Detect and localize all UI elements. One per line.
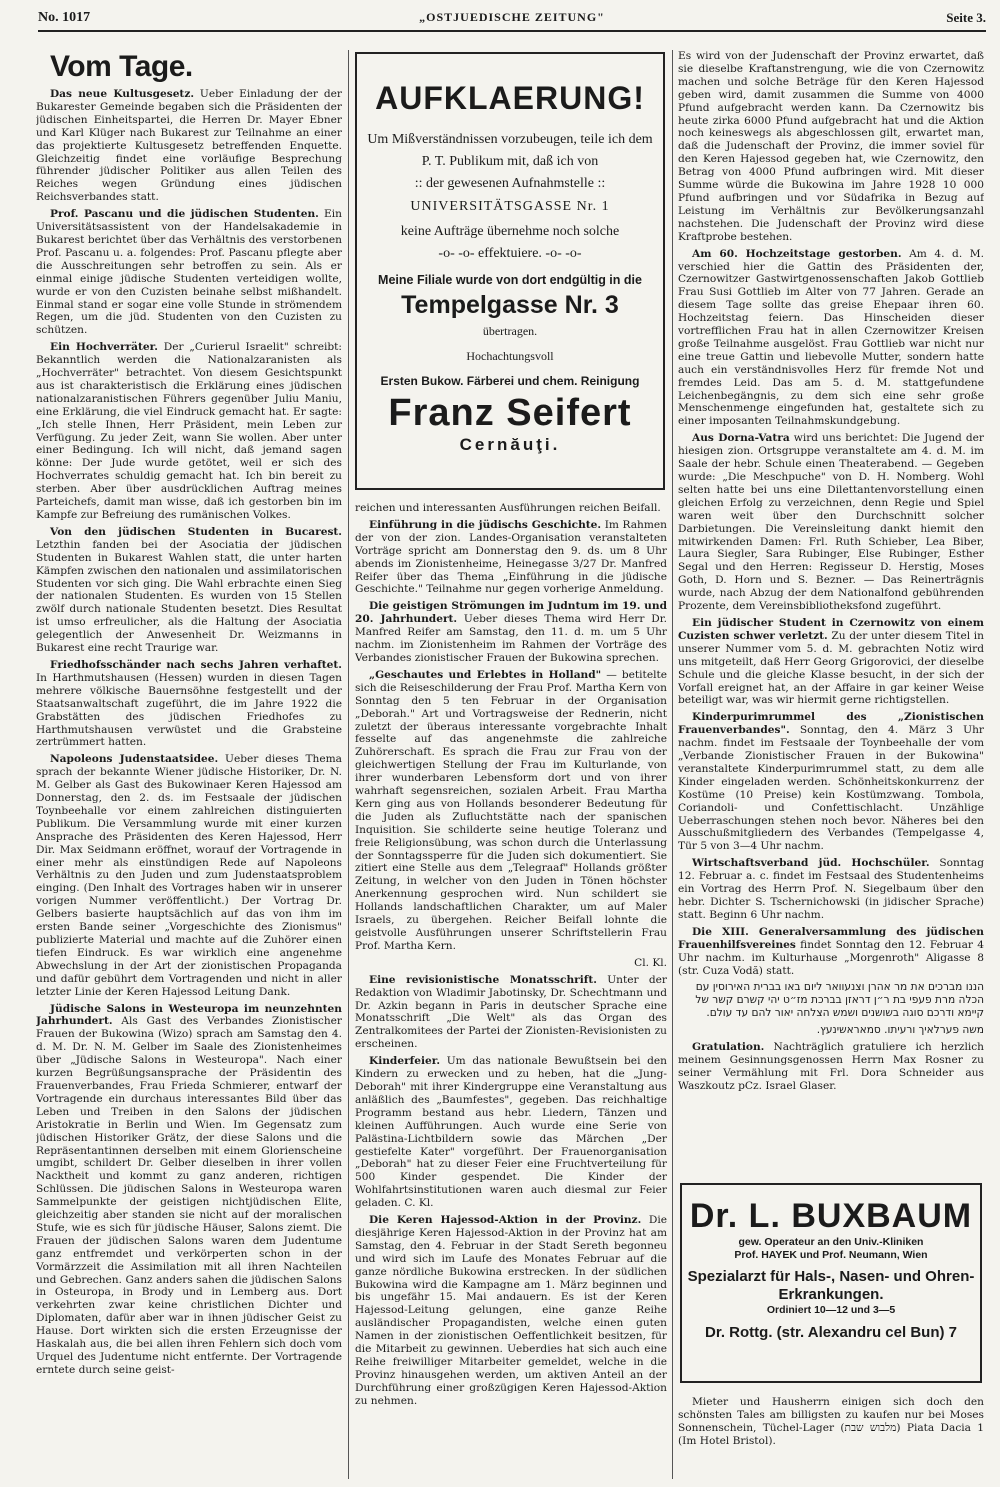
article-paragraph	[678, 432, 984, 613]
article-text: Ueber dieses Thema wird Herr Dr. Manfred Reifer am Samstag, den 11. d. m. um 5 Uhr nachm. im Zionistenheim im Rahmen der Vorträge des Verbandes zionistischer Frauen der Bukowina sprechen.	[355, 613, 667, 664]
ad-name: Franz Seifert	[388, 392, 632, 434]
article-text: Um das nationale Bewußtsein bei den Kindern zu erwecken und zu heben, hat die „Jung-Deborah" mit ihrer Kindergruppe eine Veranstaltung aus anläßlich des „Baumfestes", gegeben. Das reichhaltige Programm bestand aus hebr. Liedern, Tänzen und kleinen Aufführungen. Auch wurde eine Serie von Palästina-Lichtbildern sowie das Märchen „Der gestiefelte Kater" vorgeführt. Der Frauenorganisation „Deborah" hat zu dieser Feier eine Fruchtverteilung für 500 Kinder gespendet. Die Kinder der Wohlfahrtsinstitutionen waren auch diesmal zur Feier geladen. C. Kl.	[355, 1055, 667, 1210]
ad-address-new: Tempelgasse Nr. 3	[401, 291, 619, 319]
article-heading: Das neue Kultusgesetz.	[50, 88, 195, 100]
article-text: wird uns berichtet: Die Jugend der hiesigen zion. Ortsgruppe veranstaltete am 4. d. M. im Saale der hebr. Schule einen Theaterabend. — Gegeben wurde: „Die Meschpuche" von D. H. Nomberg. Wohl selten hatte bei uns eine Dilettantenvorstellung einen gleichen Erfolg zu verzeichnen, denn Regie und Spiel waren weit über den Durchschnitt solcher Darbietungen. Die Vereinsleitung dankt hiemit den mitwirkenden Damen: Frl. Ruth Schieber, Lea Biber, Laura Siegler, Sara Rubinger, Else Rubinger, Esther Segal und den Herren: Regisseur D. Herstig, Moses Goth, D. Horn und S. Bezner. — Das Reinerträgnis wurde, nach Abzug der dem Nationalfond gebührenden Prozente, dem Vereinsbibliotheksfond zugeführt.	[678, 432, 984, 613]
ad-specialty: Spezialarzt für Hals-, Nasen- und Ohren-Erkrankungen.	[687, 1268, 975, 1303]
article-paragraph	[678, 711, 984, 853]
article-heading: Einführung in die jüdischs Geschichte.	[369, 518, 602, 531]
ad-text: Meine Filiale wurde von dort endgültig in die	[378, 273, 642, 287]
ad-text: -o- -o- effektuiere. -o- -o-	[438, 246, 582, 261]
article-text: Letzthin fanden bei der Asociatia der jüdischen Studenten in Bukarest Wahlen statt, die unter harten Kämpfen zwischen den nationalen und assimilatorischen Studenten vor sich ging. Die Wahl erbrachte einen Sieg der nationalen Studenten. Es wurden von 15 Stellen zwölf durch nationale Studenten besetzt. Dies Resultat ist umso erfreulicher, als die Haltung der Asociatia gelegentlich der Anwesenheit Dr. Weizmanns in Bukarest eine recht Traurige war.	[36, 538, 342, 655]
article-text: Am 4. d. M. verschied hier die Gattin des Präsidenten der, Czernowitzer Gastwirtgenossenschaften Jakob Gottlieb Frau Susi Gottlieb im Alter von 77 Jahren. Gerade an diesem Tage sollte das greise Ehepaar ihren 60. Hochzeitstag feiern. Das Hinscheiden dieser vortrefflichen Frau hat in allen Czernowitzer Kreisen große Teilnahme ausgelöst. Frau Gottlieb war nicht nur eine treue Gattin und liebevolle Mutter, sondern hatte auch ein verständnisvolles Herz für fremde Not und fremdes Leid. Das am 5. d. M. stattgefundene Leichenbegängnis, zu dem sich eine sehr große Menschenmenge eingefunden hat, gestaltete sich zu einer imposanten Teilnahmskundgebung.	[678, 247, 984, 428]
article-text: משה פערלאיך ורעיתו. סמאראשינעץ.	[816, 1024, 984, 1037]
ad-text: übertragen.	[482, 324, 538, 338]
article-paragraph	[678, 857, 984, 922]
article-text: Die diesjährige Keren Hajessod-Aktion in der Provinz hat am Samstag, den 4. Februar in der Stadt Sereth begonneu und wird sich im Laufe des Monates Februar auf die ganze nördliche Bukowina erstrecken. In der südlichen Bukowina wird die Kampagne am 1. März beginnen und bis ungefähr 15. Mai andauern. Es ist der Keren Hajessod-Leitung gelungen, eine ganze Reihe ausländischer Propagandisten, welche einen guten Namen in der zionistischen Oeffentlichkeit besitzen, für die Mitarbeit zu gewinnen. Ueberdies hat sich auch eine Reihe freiwilliger Mitarbeiter gemeldet, welche in die Provinz hinausgehen werden, um aktiven Anteil an der Durchführung einer großzügigen Keren Hajessod-Aktion zu nehmen.	[355, 1214, 667, 1407]
section-title: Vom Tage.	[50, 50, 193, 83]
article-heading: Von den jüdischen Studenten in Bucarest.	[50, 525, 342, 538]
article-heading: Die XIII. Generalversammlung des jüdischen Frauenhilfsvereines	[678, 925, 984, 951]
ad-subtitle: gew. Operateur an den Univ.-Kliniken	[738, 1236, 924, 1248]
article-paragraph	[36, 753, 342, 998]
advertisement-seifert	[355, 52, 665, 490]
article-text: Im Rahmen der von der zion. Landes-Organisation veranstalteten Vorträge spricht am Donnerstag den 9. ds. um 8 Uhr abends im Zionistenheime, Heinegasse 3/27 Dr. Manfred Reifer über das Thema „Einführung in die jüdische Geschichte." Teilnahme nur gegen vorherige Anmeldung.	[355, 518, 667, 596]
article-paragraph	[355, 600, 667, 665]
article-paragraph	[36, 659, 342, 749]
article-paragraph	[355, 502, 667, 515]
article-heading: Prof. Pascanu und die jüdischen Studenten.	[50, 208, 319, 221]
page-number: Seite 3.	[946, 10, 986, 25]
ad-regards: Hochachtungsvoll	[466, 349, 554, 363]
article-heading: Wirtschaftsverband jüd. Hochschüler.	[692, 857, 930, 870]
column-2-articles	[355, 502, 667, 1408]
article-heading: Die geistigen Strömungen im Judntum im 19. und 20. Jahrhundert.	[355, 600, 667, 626]
article-heading: Friedhofsschänder nach sechs Jahren verhaftet.	[50, 658, 342, 671]
article-paragraph	[678, 248, 984, 429]
article-heading: Napoleons Judenstaatsidee.	[50, 753, 219, 766]
article-paragraph	[678, 1041, 984, 1093]
article-paragraph	[36, 208, 342, 337]
article-heading: Die Keren Hajessod-Aktion in der Provinz.	[369, 1214, 642, 1227]
article-text: — betitelte sich die Reiseschilderung der Frau Prof. Martha Kern von Sonntag den 5 ten Februar in der Organisation „Deborah." Art und Vortragsweise der Rednerin, nicht zuletzt der überaus interessante vorgebrachte Inhalt fesselte auf das angenehmste die zahlreiche Zuhörerschaft. Es sprach die Frau zur Frau von der gleichwertigen Stellung der Frau im Kulturlande, von ihrer wunderbaren Lebensform dort und von ihrer wahrhaft segensreichen, sozialen Arbeit. Frau Martha Kern ging aus von Hollands besonderer Bedeutung für die Juden als Zufluchtstätte nach der spanischen Inquisition. Sie schilderte seine heutige Toleranz und freie Religionsübung, was schon durch die Unterlassung der Sonntagssperre für die Juden sich dokumentiert. Sie zitiert eine Stelle aus dem „Telegraaf" Hollands größter Zeitung, in welcher von den Juden in Tönen höchster Anerkennung gesprochen wird. Nun schildert sie Hollands landschaftlichen Charakter, um auf Maler Israels, zu übergehen. Reicher Beifall lohnte die geistvolle Ausführungen unserer Schriftstellerin Frau Prof. Martha Kern.	[355, 668, 667, 952]
article-heading: Aus Dorna-Vatra	[692, 432, 790, 445]
page-header	[38, 6, 986, 32]
article-text: Ein Universitätsassistent von der Handelsakademie in Bukarest berichtet über das Verhältnis des verstorbenen Prof. Pascanu u. a. folgendes: Prof. Pascanu pflegte aber die Ausschreitungen sehr betroffen zu sein. Als er einmal einige jüdische Studenten verteidigen wollte, wurde er von den Cuzisten beinahe selbst mißhandelt. Einmal stand er sogar eine volle Stunde in strömendem Regen, um die jüd. Studenten von den Cuzisten zu schützen.	[36, 208, 342, 337]
article-paragraph	[678, 1024, 984, 1037]
article-text: Als Gast des Verbandes Zionistischer Frauen der Bukowina (Wizo) sprach am Samstag den 4. d. M. Dr. N. M. Gelber im Saale des Zionistenheimes über „Jüdische Salons in Westeuropa". Nach einer kurzen Begrüßungsansprache der Präsidentin des Frauenverbandes, Frau Frieda Schmierer, entwarf der Vortragende ein durchaus interessantes Bild über das Leben und Treiben in den Salons der jüdischen Aristokratie in Berlin und Wien. Im Gegensatz zum jüdischen Historiker Grätz, der diese Salons und die Repräsentantinnen derselben mit einem Glorienscheine umgibt, schildert Dr. Gelber dieselben in ihrer vollen Nacktheit und kommt zu ganz anderen, richtigen Schlüssen. Die jüdischen Salons in Westeuropa waren Sammelpunkte der geistigen nichtjüdischen Elite, gleichzeitig aber standen sie nicht auf der moralischen Stufe, wie es sich für jüdische Häuser, Salons ziemt. Die Frauen der jüdischen Salons waren dem Judentume ganz entfremdet und verkörperten schon in der Vormärzzeit die Assimilation mit all ihren Nachteilen und Gebrechen. Ganz anders sahen die jüdischen Salons in Osteuropa, in Brody und in Lemberg aus. Dort verkehrten zwar keine christlichen Dichter und Diplomaten, dafür aber war in ihnen jüdischer Geist zu Hause. Dort wirkten sich die ersten Erzeugnisse der Haskalah aus, die bei allen ihren Fehlern sich doch vom Urquel des Judentume nicht entfernte. Der Vortragende erntete durch seine geist-	[36, 1015, 342, 1376]
article-text: findet Sonntag den 12. Februar 4 Uhr nachm. im Kulturhause „Morgenroth" Aligasse 8 (str. Cuza Vodă) statt.	[678, 938, 984, 977]
article-paragraph	[678, 981, 984, 1020]
article-paragraph	[355, 1055, 667, 1210]
article-paragraph	[36, 526, 342, 655]
ad-text: Um Mißverständnissen vorzubeugen, teile ich dem P. T. Publikum mit, daß ich von	[367, 132, 653, 169]
article-paragraph	[355, 957, 667, 970]
column-divider	[672, 50, 673, 1479]
ad-firm: Ersten Bukow. Färberei und chem. Reinigung	[380, 374, 640, 388]
ad-subtitle: Prof. HAYEK und Prof. Neumann, Wien	[734, 1249, 928, 1261]
advertisement-buxbaum	[680, 1183, 982, 1383]
article-heading: Ein jüdischer Student in Czernowitz von einem Cuzisten schwer verletzt.	[678, 616, 984, 642]
article-paragraph	[36, 341, 342, 522]
article-heading: Jüdische Salons in Westeuropa im neunzehnten Jahrhundert.	[36, 1002, 342, 1028]
article-text: Sonntag, den 4. März 3 Uhr nachm. findet im Festsaale der Toynbeehalle der vom „Verbande Zionistischer Frauen in der Bukowina" veranstaltete Kinderpurimrummel statt, zu dem alle Kinder eingeladen werden. Schönheitskonkurrenz der Kostüme (10 Preise) kein Kostümzwang. Tombola, Coriandoli- und Confettischlacht. Unzählige Ueberraschungen stehen noch bevor. Näheres bei den Ausschußmitgliedern des Verbandes (Tempelgasse 4, Tür 5 von 3—4 Uhr nachm.	[678, 724, 984, 853]
article-text: reichen und interessanten Ausführungen reichen Beifall.	[355, 502, 661, 514]
article-paragraph	[355, 1214, 667, 1408]
article-paragraph	[355, 974, 667, 1051]
article-text: In Harthmutshausen (Hessen) wurden in diesen Tagen mehrere völkische Bauernsöhne festgestellt und der Staatsanwaltschaft zugeführt, die im Jahre 1922 die Grabstätten des jüdischen Friedhofes zu Harthmutshausen verwüstet und die Grabsteine zertrümmert hatten.	[36, 671, 342, 749]
article-text: Sonntag 12. Februar a. c. findet im Festsaal des Studentenheims ein Vortrag des Herrn Prof. N. Siegelbaum über den hebr. Dichter S. Tschernichowski (in jidischer Sprache) statt. Beginn 6 Uhr nachm.	[678, 857, 984, 921]
article-heading: Eine revisionistische Monatsschrift.	[369, 973, 597, 986]
newspaper-name: „OSTJUEDISCHE ZEITUNG"	[419, 10, 605, 24]
column-1	[36, 50, 342, 1478]
article-paragraph	[355, 519, 667, 596]
ad-title: AUFKLAERUNG!	[375, 80, 645, 116]
article-paragraph	[678, 50, 984, 244]
article-paragraph	[355, 669, 667, 953]
column-2	[355, 502, 667, 1478]
column-1-articles	[36, 88, 342, 1377]
ad-address-old: UNIVERSITÄTSGASSE Nr. 1	[410, 199, 610, 214]
ad-city: Cernăuţi.	[459, 435, 561, 454]
ad-text: keine Aufträge übernehme noch solche	[400, 224, 620, 239]
classified-notice	[678, 1396, 984, 1448]
article-heading: Am 60. Hochzeitstage gestorben.	[692, 247, 902, 260]
article-text: Es wird von der Judenschaft der Provinz erwartet, daß sie dieselbe Kraftanstrengung, wie die von Czernowitz machen und solche Beträge für den Keren Hajessod geben wird, damit zusammen die Summe von 4000 Pfund aufgebracht werden kann. Da Czernowitz bis heute zirka 6000 Pfund aufgebracht hat und die Aktion noch keineswegs als abgeschlossen gilt, erwartet man, daß die Judenschaft der Provinz, die immer soviel für den Keren Hajessod gegeben hat, wie Czernowitz, den Betrag von 4000 Pfund aufbringen wird. Mit dieser Summe würde die Bukowina im Jahre 1928 10 000 Pfund aufbringen und vor Südafrika in Bezug auf Leistung im Verhältnis zur Bevölkerungsanzahl nachstehen. Die Judenschaft der Provinz wird diese Kraftprobe bestehen.	[678, 50, 984, 243]
article-heading: „Geschautes und Erlebtes in Holland"	[369, 668, 602, 681]
article-text: הננו מברכים את מר אהרן וצנעוואר ליום באו בברית האירוסין עם הכלה מרת פעפי בת ר״ן דראזן בברכת מז״ט יהי קשרם קשר של קיימא ודרכם סוגה בשושנים ושמש הצלחה יאור להם עד עולם.	[695, 981, 984, 1020]
ad-doctor-name: Dr. L. BUXBAUM	[689, 1197, 973, 1235]
article-text: Ueber dieses Thema sprach der bekannte Wiener jüdische Historiker, Dr. N. M. Gelber als Gast des Bukowinaer Keren Hajessod am Donnerstag, den 2. ds. im Festsaale der jüdischen Toynbeehalle vor einem zahlreichen distinguierten Publikum. Die Versammlung wurde mit einer kurzen Ansprache des Präsidenten des Keren Hajessod, Herr Dir. Max Seidmann eröffnet, worauf der Vortragende in einer mehr als einstündigen Rede auf Napoleons Verhältnis zu den Juden und zum Judenstaatsproblem einging. (Den Inhalt des Vortrages haben wir in unserer vorigen Nummer veröffentlicht.) Der Vortrag Dr. Gelbers basierte hauptsächlich auf das von ihm im ersten Bande seiner „Vorgeschichte des Zionismus" publizierte Material und machte auf die Zuhörer einen tiefen Eindruck. Es war wirklich eine angenehme Abwechslung in der Art der zionistischen Propaganda und dafür gebührt dem Vortragenden und nicht in aller letzter Linie der Keren Hajessod Leitung Dank.	[36, 753, 342, 998]
article-heading: Kinderpurimrummel des „Zionistischen Frauenverbandes".	[678, 711, 984, 737]
article-heading: Kinderfeier.	[369, 1055, 441, 1068]
ad-address: Dr. Rottg. (str. Alexandru cel Bun) 7	[705, 1324, 957, 1341]
article-text: Ueber Einladung der der Bukarester Gemeinde begaben sich die Präsidenten der jüdischen Einheitspartei, die Herren Dr. Mayer Ebner und Karl Klüger nach Bukarest zur Teilnahme an einer das projektierte Kultusgesetz betreffenden Enquette. Gleichzeitig findet eine vorläufige Besprechung führender jüdischer Politiker aus allen Teilen des Reiches wegen Gründung eines jüdischen Reichsverbandes statt.	[36, 88, 342, 204]
article-text: Der „Curierul Israelit" schreibt: Bekanntlich werden die Nationalzaranisten als „Hochverräter" betrachtet. Von diesem Gesichtspunkt aus ist charakteristisch die Erklärung eines jüdischen nationalzaranistischen Führers gegenüber Juliu Maniu, eine Erklärung, die viel Eindruck gemacht hat. Er sagte: „Ich stelle Ihnen, Herr Präsident, mein Leben zur Verfügung. Zu jeder Zeit, wann Sie wollen. Aber unter einer Bedingung. Ich will nicht, daß jemand sagen könne: Der Jude wurde getötet, weil er sich des Hochverrates schuldig gemacht hat. Ich bin bereit zu sterben. Aber über ausdrücklichen Auftrag meines Parteichefs, damit man wisse, daß ich gestorben bin im Kampfe zur Befreiung des rumänischen Volkes.	[36, 341, 342, 521]
issue-number: No. 1017	[38, 10, 91, 25]
ad-text: :: der gewesenen Aufnahmstelle ::	[414, 176, 606, 191]
article-text: Zu der unter diesem Titel in unserer Nummer vom 5. d. M. gebrachten Notiz wird uns mitgeteilt, daß Herr Georg Grigorovici, der dieselbe Schule und die gleiche Klasse besucht, in der sich der Vorfall ereignet hat, an der Affaire in gar keiner Weise beteiligt war, was wir hiermit gerne richtigstellen.	[678, 629, 984, 707]
ad-hours: Ordiniert 10—12 und 3—5	[766, 1304, 896, 1316]
article-heading: Ein Hochverräter.	[50, 341, 158, 354]
column-3-articles	[678, 50, 984, 1093]
article-heading: Gratulation.	[692, 1041, 765, 1054]
article-paragraph	[678, 617, 984, 707]
article-text: Cl. Kl.	[634, 956, 667, 969]
article-text: Nachträglich gratuliere ich herzlich meinem Gesinnungsgenossen Herrn Max Rosner zu seiner Vermählung mit Frl. Dora Schneider aus Waszkoutz pCz. Israel Glaser.	[678, 1041, 984, 1092]
article-paragraph	[36, 1003, 342, 1377]
article-paragraph	[678, 926, 984, 978]
article-paragraph	[36, 88, 342, 204]
article-text: Unter der Redaktion von Wladimir Jabotinsky, Dr. Schechtmann und Dr. Azkin begann in Paris in deutscher Sprache eine Monatsschrift „Die Welt" als das Organ des Zentralkomitees der Partei der Zionisten-Revisionisten zu erscheinen.	[355, 973, 667, 1051]
notice-text: Mieter und Hausherrn einigen sich doch den schönsten Tales am billigsten zu kaufen nur bei Moses Sonnenschein, Tüchel-Lager (מלבוש שבת) Piata Dacia 1 (Im Hotel Bristol).	[678, 1396, 984, 1447]
column-3	[678, 50, 984, 1175]
column-divider	[348, 50, 349, 1479]
